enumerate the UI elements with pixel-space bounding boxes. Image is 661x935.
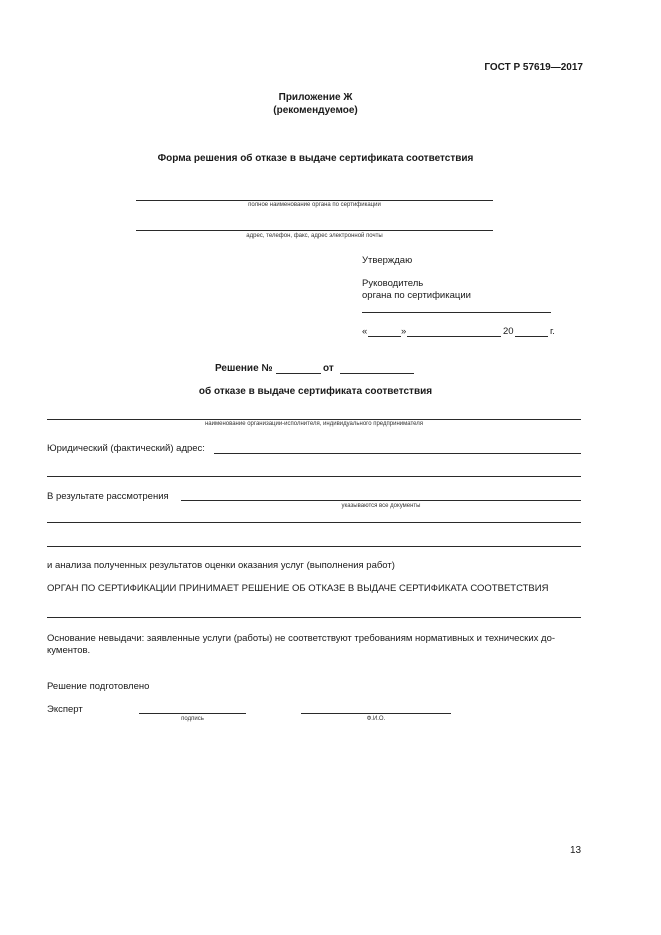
approve-label: Утверждаю bbox=[362, 255, 413, 266]
address-line bbox=[214, 453, 581, 454]
org-address-caption: адрес, телефон, факс, адрес электронной почты bbox=[246, 233, 383, 239]
org-name-line bbox=[136, 200, 493, 201]
review-line-3 bbox=[47, 546, 581, 547]
fio-caption: Ф.И.О. bbox=[366, 716, 386, 722]
decision-statement: ОРГАН ПО СЕРТИФИКАЦИИ ПРИНИМАЕТ РЕШЕНИЕ ОБ ОТКАЗЕ В ВЫДАЧЕ СЕРТИФИКАТА СООТВЕТСТВИЯ bbox=[47, 583, 549, 594]
head-title-line2: органа по сертификации bbox=[362, 290, 471, 301]
org-address-line bbox=[136, 230, 493, 231]
page-number: 13 bbox=[570, 845, 582, 856]
org-name-caption: полное наименование органа по сертификации bbox=[248, 202, 381, 208]
applicant-line bbox=[47, 419, 581, 420]
decision-subject: об отказе в выдаче сертификата соответствия bbox=[198, 386, 433, 397]
documents-caption: указываются все документы bbox=[341, 503, 421, 509]
date-month-line bbox=[407, 336, 501, 337]
decision-line bbox=[47, 617, 581, 618]
date-open-quote: « bbox=[362, 326, 368, 337]
signature-caption: подпись bbox=[181, 716, 204, 722]
reason-line-1: Основание невыдачи: заявленные услуги (работы) не соответствуют требованиям нормативных и технических до- bbox=[47, 633, 556, 644]
date-year-line bbox=[515, 336, 548, 337]
applicant-caption: наименование организации-исполнителя, индивидуального предпринимателя bbox=[204, 421, 424, 427]
date-day-line bbox=[368, 336, 401, 337]
decision-date-line bbox=[340, 373, 414, 374]
appendix-subtitle: (рекомендуемое) bbox=[273, 105, 358, 116]
signature-line bbox=[139, 713, 246, 714]
review-line-2 bbox=[47, 522, 581, 523]
fio-line bbox=[301, 713, 451, 714]
form-title: Форма решения об отказе в выдаче сертификата соответствия bbox=[157, 153, 474, 164]
decision-from-label: от bbox=[323, 363, 334, 374]
head-title-line1: Руководитель bbox=[362, 278, 424, 289]
decision-number-line bbox=[276, 373, 321, 374]
date-year-suffix: г. bbox=[550, 326, 555, 337]
head-signature-line bbox=[362, 312, 551, 313]
review-line bbox=[181, 500, 581, 501]
address-line-2 bbox=[47, 476, 581, 477]
decision-number-label: Решение № bbox=[215, 363, 273, 374]
review-label: В результате рассмотрения bbox=[47, 491, 169, 502]
prepared-label: Решение подготовлено bbox=[47, 681, 150, 692]
expert-label: Эксперт bbox=[47, 704, 83, 715]
address-label: Юридический (фактический) адрес: bbox=[47, 443, 205, 454]
reason-line-2: кументов. bbox=[47, 645, 91, 656]
appendix-title: Приложение Ж bbox=[278, 92, 353, 103]
date-close-quote: » bbox=[401, 326, 407, 337]
date-year-prefix: 20 bbox=[503, 326, 514, 337]
analysis-text: и анализа полученных результатов оценки оказания услуг (выполнения работ) bbox=[47, 560, 395, 571]
standard-number: ГОСТ Р 57619—2017 bbox=[484, 62, 583, 73]
